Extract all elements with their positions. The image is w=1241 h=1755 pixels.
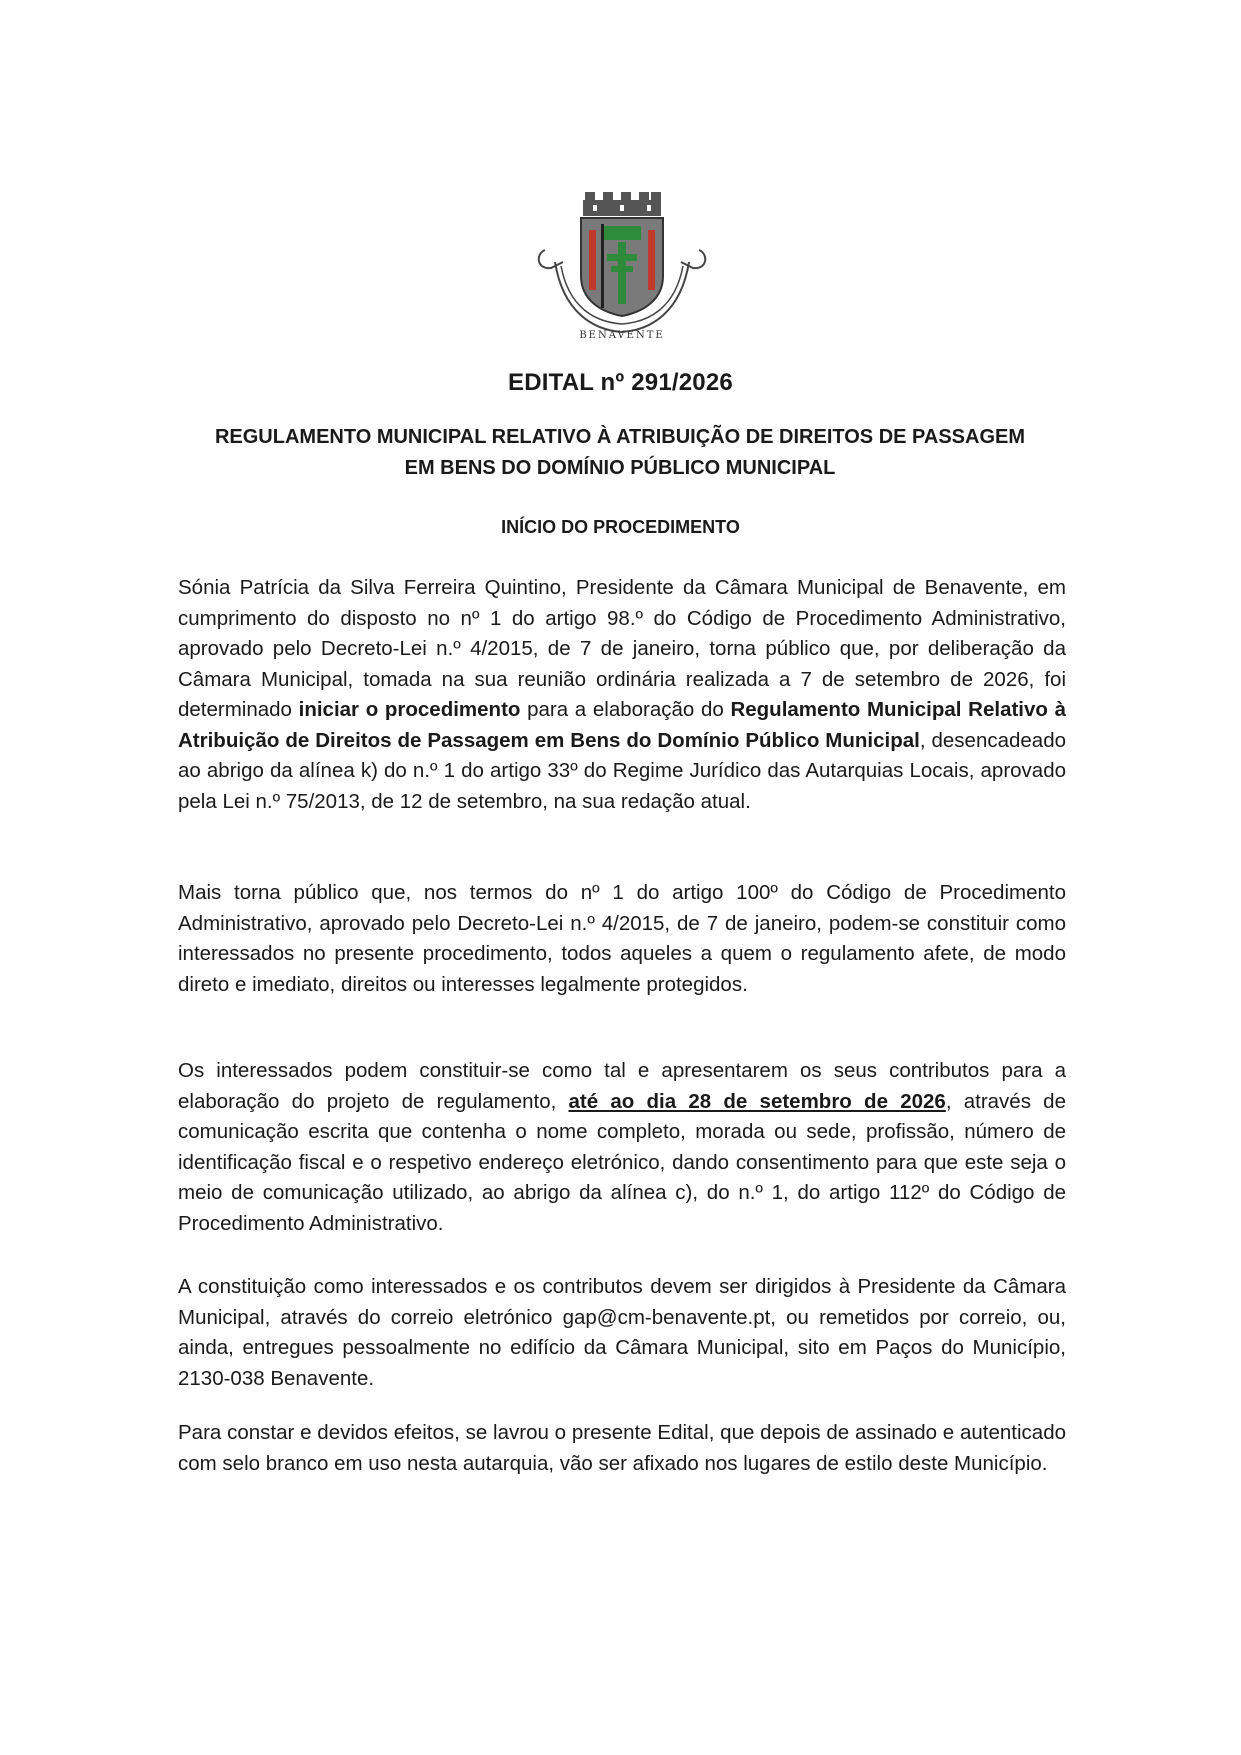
p3-deadline: até ao dia 28 de setembro de 2026: [568, 1089, 946, 1113]
subtitle: [170, 422, 1070, 484]
paragraph-5: Para constar e devidos efeitos, se lavrou o presente Edital, que depois de assinado e autenticado com selo branco em uso nesta autarquia, vão ser afixado nos lugares de estilo deste Município.: [178, 1421, 1066, 1475]
paragraph-1: [178, 573, 1066, 817]
p1-bold-regulation: Regulamento Municipal Relativo à Atribuição de Direitos de Passagem em Bens do Domínio Público Municipal: [178, 698, 1066, 752]
edital-title: EDITAL nº 291/2026: [508, 369, 733, 396]
section-heading: INÍCIO DO PROCEDIMENTO: [501, 517, 740, 537]
coat-of-arms-icon: [533, 192, 711, 342]
paragraph-2: Mais torna público que, nos termos do nº 1 do artigo 100º do Código de Procedimento Administrativo, aprovado pelo Decreto-Lei n.º 4/2015, de 7 de janeiro, podem-se constituir como interessados no presente procedimento, todos aqueles a quem o regulamento afete, de modo direto e imediato, direitos ou interesses legalmente protegidos.: [178, 881, 1066, 996]
ribbon-text: BENAVENTE: [579, 330, 665, 341]
subtitle-line-2: EM BENS DO DOMÍNIO PÚBLICO MUNICIPAL: [404, 457, 836, 479]
paragraph-3: [178, 1056, 1066, 1239]
p1-text-d: , desencadeado ao abrigo da alínea k) do n.º 1 do artigo 33º do Regime Jurídico das Autarquias Locais, aprovado pela Lei n.º 75/2013, de 12 de setembro, na sua redação atual.: [178, 728, 1067, 813]
p1-bold-procedure: iniciar o procedimento: [298, 698, 521, 721]
p1-text-c: para a elaboração do: [520, 698, 731, 721]
p1-text-a: Sónia Patrícia da Silva Ferreira Quintino, Presidente da Câmara Municipal de Benavente, em cumprimento do disposto no nº 1 do artigo 98.º do Código de Procedimento Administrativo, aprovado pelo Decreto-Lei n.º 4/2015, de 7 de janeiro, torna público que, por deliberação da Câmara Municipal, tomada na sua reunião ordinária realizada a 7 de setembro de 2026, foi determinado: [178, 576, 1066, 721]
subtitle-line-1: REGULAMENTO MUNICIPAL RELATIVO À ATRIBUIÇÃO DE DIREITOS DE PASSAGEM: [214, 426, 1026, 448]
p3-text-b: , através de comunicação escrita que contenha o nome completo, morada ou sede, profissão, número de identificação fiscal e o respetivo endereço eletrónico, dando consentimento para que este seja o meio de comunicação utilizado, ao abrigo da alínea c), do n.º 1, do artigo 112º do Código de Procedimento Administrativo.: [178, 1089, 1066, 1235]
paragraph-4: A constituição como interessados e os contributos devem ser dirigidos à Presidente da Câmara Municipal, através do correio eletrónico gap@cm-benavente.pt, ou remetidos por correio, ou, ainda, entregues pessoalmente no edifício da Câmara Municipal, sito em Paços do Município, 2130-038 Benavente.: [178, 1275, 1066, 1390]
p3-text-a: Os interessados podem constituir-se como tal e apresentarem os seus contributos para a elaboração do projeto de regulamento,: [178, 1059, 1066, 1113]
